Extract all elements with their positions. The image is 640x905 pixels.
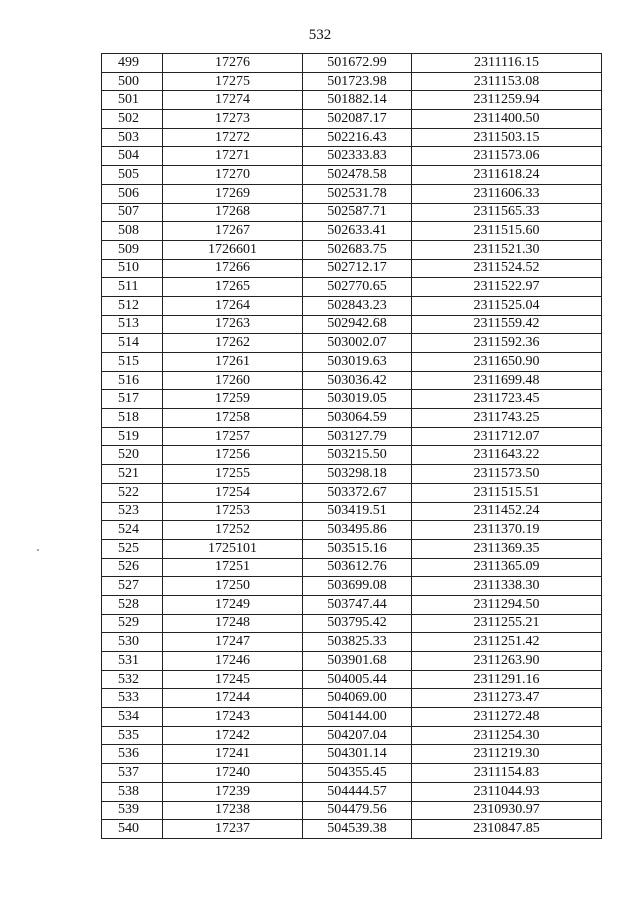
table-row bbox=[102, 726, 602, 745]
x-coordinate-cell: 503036.42 bbox=[303, 371, 412, 390]
x-coordinate-cell: 504355.45 bbox=[303, 764, 412, 783]
point-index-cell: 508 bbox=[102, 222, 163, 241]
point-id-cell: 1726601 bbox=[163, 240, 303, 259]
point-index-cell: 504 bbox=[102, 147, 163, 166]
y-coordinate-cell: 2311370.19 bbox=[412, 521, 602, 540]
point-id-cell: 17252 bbox=[163, 521, 303, 540]
point-index-cell: 502 bbox=[102, 110, 163, 129]
x-coordinate-cell: 503002.07 bbox=[303, 334, 412, 353]
table-row bbox=[102, 334, 602, 353]
y-coordinate-cell: 2311565.33 bbox=[412, 203, 602, 222]
table-row bbox=[102, 465, 602, 484]
table-row bbox=[102, 166, 602, 185]
point-index-cell: 521 bbox=[102, 465, 163, 484]
point-index-cell: 539 bbox=[102, 801, 163, 820]
point-id-cell: 17259 bbox=[163, 390, 303, 409]
y-coordinate-cell: 2311219.30 bbox=[412, 745, 602, 764]
coordinate-table bbox=[101, 53, 602, 839]
point-index-cell: 532 bbox=[102, 670, 163, 689]
x-coordinate-cell: 504301.14 bbox=[303, 745, 412, 764]
table-row bbox=[102, 764, 602, 783]
y-coordinate-cell: 2311400.50 bbox=[412, 110, 602, 129]
scan-speck bbox=[37, 549, 39, 551]
point-id-cell: 17255 bbox=[163, 465, 303, 484]
point-index-cell: 534 bbox=[102, 708, 163, 727]
y-coordinate-cell: 2311515.60 bbox=[412, 222, 602, 241]
table-row bbox=[102, 240, 602, 259]
table-row bbox=[102, 296, 602, 315]
point-index-cell: 516 bbox=[102, 371, 163, 390]
point-id-cell: 17244 bbox=[163, 689, 303, 708]
point-id-cell: 17256 bbox=[163, 446, 303, 465]
y-coordinate-cell: 2311154.83 bbox=[412, 764, 602, 783]
point-index-cell: 531 bbox=[102, 652, 163, 671]
table-row bbox=[102, 502, 602, 521]
x-coordinate-cell: 503612.76 bbox=[303, 558, 412, 577]
point-id-cell: 17271 bbox=[163, 147, 303, 166]
table-row bbox=[102, 54, 602, 73]
table-row bbox=[102, 353, 602, 372]
point-id-cell: 17266 bbox=[163, 259, 303, 278]
y-coordinate-cell: 2311559.42 bbox=[412, 315, 602, 334]
table-row bbox=[102, 539, 602, 558]
x-coordinate-cell: 504144.00 bbox=[303, 708, 412, 727]
point-index-cell: 509 bbox=[102, 240, 163, 259]
x-coordinate-cell: 503795.42 bbox=[303, 614, 412, 633]
x-coordinate-cell: 504005.44 bbox=[303, 670, 412, 689]
x-coordinate-cell: 503495.86 bbox=[303, 521, 412, 540]
point-index-cell: 529 bbox=[102, 614, 163, 633]
y-coordinate-cell: 2311699.48 bbox=[412, 371, 602, 390]
table-row bbox=[102, 633, 602, 652]
point-id-cell: 17258 bbox=[163, 409, 303, 428]
y-coordinate-cell: 2311723.45 bbox=[412, 390, 602, 409]
point-index-cell: 540 bbox=[102, 820, 163, 839]
point-index-cell: 520 bbox=[102, 446, 163, 465]
y-coordinate-cell: 2311251.42 bbox=[412, 633, 602, 652]
point-id-cell: 17237 bbox=[163, 820, 303, 839]
y-coordinate-cell: 2311643.22 bbox=[412, 446, 602, 465]
x-coordinate-cell: 502633.41 bbox=[303, 222, 412, 241]
point-index-cell: 530 bbox=[102, 633, 163, 652]
page-number: 532 bbox=[308, 27, 332, 43]
point-id-cell: 17275 bbox=[163, 72, 303, 91]
x-coordinate-cell: 503825.33 bbox=[303, 633, 412, 652]
x-coordinate-cell: 503019.63 bbox=[303, 353, 412, 372]
point-index-cell: 518 bbox=[102, 409, 163, 428]
y-coordinate-cell: 2311338.30 bbox=[412, 577, 602, 596]
y-coordinate-cell: 2311592.36 bbox=[412, 334, 602, 353]
x-coordinate-cell: 503215.50 bbox=[303, 446, 412, 465]
x-coordinate-cell: 502712.17 bbox=[303, 259, 412, 278]
x-coordinate-cell: 504479.56 bbox=[303, 801, 412, 820]
x-coordinate-cell: 503298.18 bbox=[303, 465, 412, 484]
x-coordinate-cell: 503515.16 bbox=[303, 539, 412, 558]
x-coordinate-cell: 501882.14 bbox=[303, 91, 412, 110]
table-row bbox=[102, 801, 602, 820]
table-row bbox=[102, 782, 602, 801]
point-index-cell: 535 bbox=[102, 726, 163, 745]
point-id-cell: 17270 bbox=[163, 166, 303, 185]
table-row bbox=[102, 614, 602, 633]
table-row bbox=[102, 577, 602, 596]
point-index-cell: 536 bbox=[102, 745, 163, 764]
point-id-cell: 17269 bbox=[163, 184, 303, 203]
table-row bbox=[102, 72, 602, 91]
x-coordinate-cell: 502587.71 bbox=[303, 203, 412, 222]
table-row bbox=[102, 110, 602, 129]
x-coordinate-cell: 503064.59 bbox=[303, 409, 412, 428]
table-row bbox=[102, 689, 602, 708]
point-id-cell: 17248 bbox=[163, 614, 303, 633]
x-coordinate-cell: 502942.68 bbox=[303, 315, 412, 334]
table-row bbox=[102, 315, 602, 334]
x-coordinate-cell: 504069.00 bbox=[303, 689, 412, 708]
point-index-cell: 519 bbox=[102, 427, 163, 446]
point-index-cell: 510 bbox=[102, 259, 163, 278]
point-id-cell: 17264 bbox=[163, 296, 303, 315]
point-index-cell: 526 bbox=[102, 558, 163, 577]
x-coordinate-cell: 502478.58 bbox=[303, 166, 412, 185]
y-coordinate-cell: 2310930.97 bbox=[412, 801, 602, 820]
table-row bbox=[102, 483, 602, 502]
x-coordinate-cell: 504444.57 bbox=[303, 782, 412, 801]
point-id-cell: 17267 bbox=[163, 222, 303, 241]
y-coordinate-cell: 2311273.47 bbox=[412, 689, 602, 708]
point-index-cell: 522 bbox=[102, 483, 163, 502]
point-id-cell: 17265 bbox=[163, 278, 303, 297]
point-index-cell: 514 bbox=[102, 334, 163, 353]
point-id-cell: 17262 bbox=[163, 334, 303, 353]
table-row bbox=[102, 278, 602, 297]
point-id-cell: 17260 bbox=[163, 371, 303, 390]
table-row bbox=[102, 708, 602, 727]
y-coordinate-cell: 2311259.94 bbox=[412, 91, 602, 110]
point-id-cell: 17272 bbox=[163, 128, 303, 147]
x-coordinate-cell: 504539.38 bbox=[303, 820, 412, 839]
point-id-cell: 17250 bbox=[163, 577, 303, 596]
coordinate-table-container bbox=[101, 53, 602, 839]
y-coordinate-cell: 2311524.52 bbox=[412, 259, 602, 278]
table-row bbox=[102, 446, 602, 465]
y-coordinate-cell: 2311255.21 bbox=[412, 614, 602, 633]
y-coordinate-cell: 2311116.15 bbox=[412, 54, 602, 73]
point-id-cell: 17253 bbox=[163, 502, 303, 521]
y-coordinate-cell: 2310847.85 bbox=[412, 820, 602, 839]
y-coordinate-cell: 2311503.15 bbox=[412, 128, 602, 147]
x-coordinate-cell: 503019.05 bbox=[303, 390, 412, 409]
point-index-cell: 527 bbox=[102, 577, 163, 596]
table-row bbox=[102, 259, 602, 278]
point-index-cell: 538 bbox=[102, 782, 163, 801]
point-id-cell: 17245 bbox=[163, 670, 303, 689]
x-coordinate-cell: 502770.65 bbox=[303, 278, 412, 297]
y-coordinate-cell: 2311650.90 bbox=[412, 353, 602, 372]
point-index-cell: 523 bbox=[102, 502, 163, 521]
x-coordinate-cell: 503419.51 bbox=[303, 502, 412, 521]
y-coordinate-cell: 2311515.51 bbox=[412, 483, 602, 502]
point-id-cell: 17274 bbox=[163, 91, 303, 110]
point-id-cell: 17246 bbox=[163, 652, 303, 671]
table-row bbox=[102, 203, 602, 222]
x-coordinate-cell: 502683.75 bbox=[303, 240, 412, 259]
table-row bbox=[102, 222, 602, 241]
point-index-cell: 515 bbox=[102, 353, 163, 372]
point-index-cell: 505 bbox=[102, 166, 163, 185]
y-coordinate-cell: 2311521.30 bbox=[412, 240, 602, 259]
y-coordinate-cell: 2311263.90 bbox=[412, 652, 602, 671]
y-coordinate-cell: 2311369.35 bbox=[412, 539, 602, 558]
point-index-cell: 528 bbox=[102, 595, 163, 614]
y-coordinate-cell: 2311452.24 bbox=[412, 502, 602, 521]
y-coordinate-cell: 2311291.16 bbox=[412, 670, 602, 689]
x-coordinate-cell: 502333.83 bbox=[303, 147, 412, 166]
y-coordinate-cell: 2311712.07 bbox=[412, 427, 602, 446]
table-row bbox=[102, 745, 602, 764]
y-coordinate-cell: 2311254.30 bbox=[412, 726, 602, 745]
y-coordinate-cell: 2311272.48 bbox=[412, 708, 602, 727]
point-id-cell: 17257 bbox=[163, 427, 303, 446]
x-coordinate-cell: 502216.43 bbox=[303, 128, 412, 147]
x-coordinate-cell: 503372.67 bbox=[303, 483, 412, 502]
point-id-cell: 17238 bbox=[163, 801, 303, 820]
x-coordinate-cell: 501723.98 bbox=[303, 72, 412, 91]
point-index-cell: 501 bbox=[102, 91, 163, 110]
x-coordinate-cell: 503127.79 bbox=[303, 427, 412, 446]
y-coordinate-cell: 2311525.04 bbox=[412, 296, 602, 315]
point-id-cell: 17273 bbox=[163, 110, 303, 129]
table-row bbox=[102, 521, 602, 540]
table-row bbox=[102, 670, 602, 689]
table-row bbox=[102, 91, 602, 110]
y-coordinate-cell: 2311573.06 bbox=[412, 147, 602, 166]
x-coordinate-cell: 501672.99 bbox=[303, 54, 412, 73]
point-id-cell: 17254 bbox=[163, 483, 303, 502]
point-index-cell: 503 bbox=[102, 128, 163, 147]
y-coordinate-cell: 2311618.24 bbox=[412, 166, 602, 185]
x-coordinate-cell: 502087.17 bbox=[303, 110, 412, 129]
point-index-cell: 525 bbox=[102, 539, 163, 558]
y-coordinate-cell: 2311573.50 bbox=[412, 465, 602, 484]
point-id-cell: 17263 bbox=[163, 315, 303, 334]
y-coordinate-cell: 2311606.33 bbox=[412, 184, 602, 203]
table-row bbox=[102, 409, 602, 428]
point-id-cell: 17251 bbox=[163, 558, 303, 577]
point-index-cell: 537 bbox=[102, 764, 163, 783]
table-row bbox=[102, 390, 602, 409]
point-index-cell: 511 bbox=[102, 278, 163, 297]
point-id-cell: 17276 bbox=[163, 54, 303, 73]
point-id-cell: 17242 bbox=[163, 726, 303, 745]
table-row bbox=[102, 595, 602, 614]
point-index-cell: 512 bbox=[102, 296, 163, 315]
point-index-cell: 507 bbox=[102, 203, 163, 222]
point-index-cell: 513 bbox=[102, 315, 163, 334]
y-coordinate-cell: 2311743.25 bbox=[412, 409, 602, 428]
table-row bbox=[102, 820, 602, 839]
table-row bbox=[102, 652, 602, 671]
table-row bbox=[102, 427, 602, 446]
x-coordinate-cell: 503747.44 bbox=[303, 595, 412, 614]
x-coordinate-cell: 503699.08 bbox=[303, 577, 412, 596]
x-coordinate-cell: 502843.23 bbox=[303, 296, 412, 315]
point-id-cell: 17249 bbox=[163, 595, 303, 614]
table-row bbox=[102, 371, 602, 390]
point-id-cell: 17239 bbox=[163, 782, 303, 801]
point-id-cell: 17261 bbox=[163, 353, 303, 372]
y-coordinate-cell: 2311153.08 bbox=[412, 72, 602, 91]
point-id-cell: 17240 bbox=[163, 764, 303, 783]
point-id-cell: 17243 bbox=[163, 708, 303, 727]
point-id-cell: 17268 bbox=[163, 203, 303, 222]
point-index-cell: 500 bbox=[102, 72, 163, 91]
x-coordinate-cell: 503901.68 bbox=[303, 652, 412, 671]
point-id-cell: 1725101 bbox=[163, 539, 303, 558]
table-row bbox=[102, 128, 602, 147]
y-coordinate-cell: 2311044.93 bbox=[412, 782, 602, 801]
table-row bbox=[102, 147, 602, 166]
table-row bbox=[102, 558, 602, 577]
y-coordinate-cell: 2311294.50 bbox=[412, 595, 602, 614]
y-coordinate-cell: 2311365.09 bbox=[412, 558, 602, 577]
x-coordinate-cell: 504207.04 bbox=[303, 726, 412, 745]
point-id-cell: 17247 bbox=[163, 633, 303, 652]
point-id-cell: 17241 bbox=[163, 745, 303, 764]
table-row bbox=[102, 184, 602, 203]
y-coordinate-cell: 2311522.97 bbox=[412, 278, 602, 297]
point-index-cell: 506 bbox=[102, 184, 163, 203]
point-index-cell: 499 bbox=[102, 54, 163, 73]
table-body bbox=[102, 54, 602, 839]
x-coordinate-cell: 502531.78 bbox=[303, 184, 412, 203]
point-index-cell: 517 bbox=[102, 390, 163, 409]
point-index-cell: 533 bbox=[102, 689, 163, 708]
point-index-cell: 524 bbox=[102, 521, 163, 540]
